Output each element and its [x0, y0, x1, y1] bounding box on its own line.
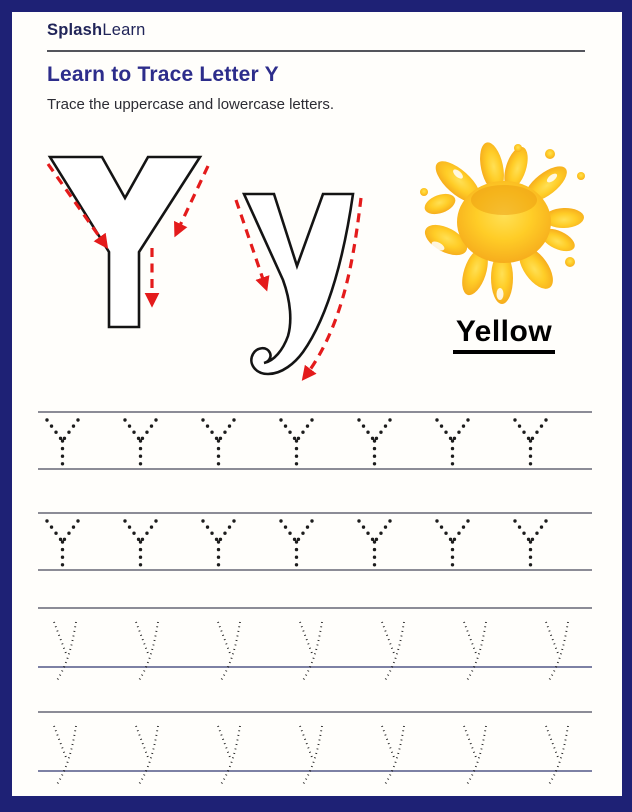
logo-text-learn: Learn	[102, 21, 146, 39]
dotted-letter-uppercase-Y	[356, 417, 393, 467]
lowercase-y-outline	[244, 194, 353, 374]
dotted-letter-lowercase-y	[544, 620, 570, 688]
writing-line-bottom	[38, 468, 592, 470]
writing-line-top	[38, 512, 592, 514]
trace-letters	[52, 724, 570, 792]
dotted-letter-lowercase-y	[298, 620, 324, 688]
splashlearn-logo	[47, 21, 146, 40]
dotted-letter-uppercase-Y	[512, 518, 549, 568]
color-word-wrap	[418, 315, 590, 354]
writing-line-top	[38, 607, 592, 609]
yellow-paint-splat	[418, 142, 590, 314]
dotted-letter-lowercase-y	[380, 724, 406, 792]
dotted-letter-lowercase-y	[134, 620, 160, 688]
dotted-letter-uppercase-Y	[434, 518, 471, 568]
trace-letters	[52, 620, 570, 688]
dotted-letter-uppercase-Y	[44, 417, 81, 467]
splat-arms	[420, 142, 585, 304]
dotted-letter-lowercase-y	[216, 620, 242, 688]
dotted-letter-uppercase-Y	[434, 417, 471, 467]
dotted-letter-uppercase-Y	[122, 518, 159, 568]
trace-row-uppercase-1	[38, 411, 592, 475]
uppercase-Y-outline-svg	[36, 146, 226, 336]
instructions-text: Trace the uppercase and lowercase letters.	[47, 96, 335, 113]
dotted-letter-uppercase-Y	[278, 417, 315, 467]
writing-line-top	[38, 411, 592, 413]
dotted-letter-uppercase-Y	[278, 518, 315, 568]
dotted-letter-lowercase-y	[462, 620, 488, 688]
dotted-letter-lowercase-y	[134, 724, 160, 792]
page-title: Learn to Trace Letter Y	[47, 63, 279, 86]
dotted-letter-uppercase-Y	[44, 518, 81, 568]
splat-shading	[471, 185, 537, 215]
dotted-letter-lowercase-y	[52, 620, 78, 688]
writing-line-top	[38, 711, 592, 713]
dotted-letter-lowercase-y	[298, 724, 324, 792]
writing-line-bottom	[38, 569, 592, 571]
dotted-letter-uppercase-Y	[356, 518, 393, 568]
logo-text-splash: Splash	[47, 21, 103, 39]
color-word-label: Yellow	[453, 315, 555, 354]
dotted-letter-lowercase-y	[52, 724, 78, 792]
dotted-letter-lowercase-y	[544, 724, 570, 792]
trace-row-lowercase-2	[38, 711, 592, 807]
lowercase-y-outline-svg	[222, 186, 372, 394]
trace-letters	[44, 417, 549, 467]
uppercase-letter-guide	[36, 146, 226, 336]
dotted-letter-uppercase-Y	[122, 417, 159, 467]
trace-row-lowercase-1	[38, 607, 592, 703]
header-divider	[47, 50, 585, 52]
dotted-letter-uppercase-Y	[200, 417, 237, 467]
trace-letters	[44, 518, 549, 568]
dotted-letter-lowercase-y	[462, 724, 488, 792]
trace-row-uppercase-2	[38, 512, 592, 576]
lowercase-letter-guide	[222, 186, 372, 394]
uppercase-Y-outline	[50, 157, 200, 327]
dotted-letter-uppercase-Y	[200, 518, 237, 568]
dotted-letter-lowercase-y	[380, 620, 406, 688]
dotted-letter-lowercase-y	[216, 724, 242, 792]
dotted-letter-uppercase-Y	[512, 417, 549, 467]
paint-splat-svg	[418, 142, 590, 314]
